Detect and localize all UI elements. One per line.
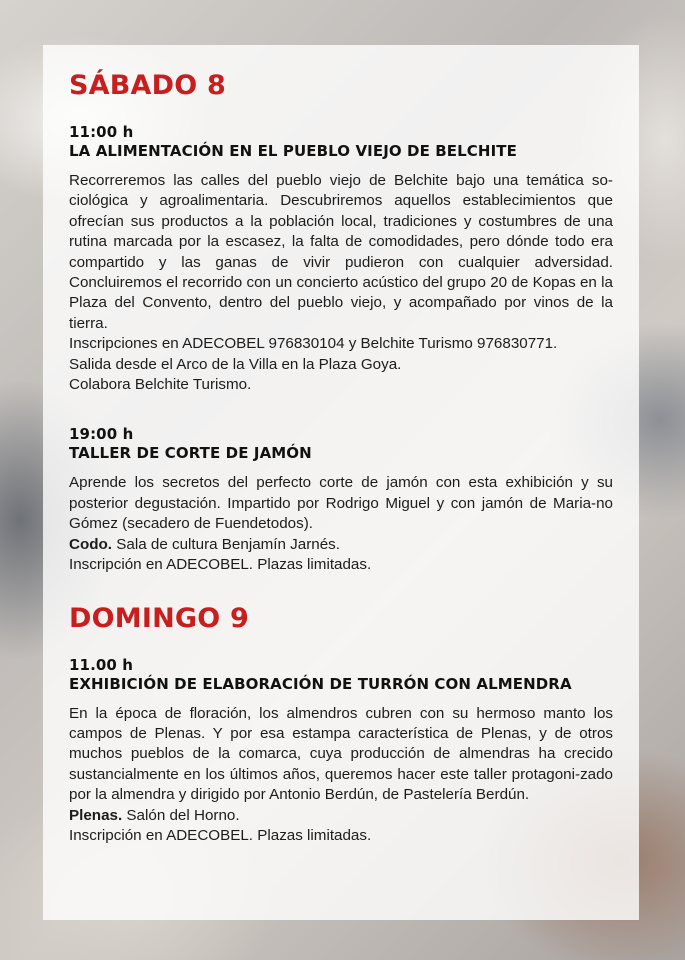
- event-turron: [69, 656, 613, 847]
- venue-detail: Salón del Horno.: [126, 806, 240, 824]
- event-venue: [69, 535, 613, 555]
- program-panel: [43, 45, 639, 920]
- event-title: LA ALIMENTACIÓN EN EL PUEBLO VIEJO DE BELCHITE: [69, 142, 517, 160]
- day-heading-sabado: SÁBADO 8: [69, 70, 226, 101]
- day-heading-domingo: DOMINGO 9: [69, 602, 249, 634]
- event-inscription: Inscripción en ADECOBEL. Plazas limitadas.: [69, 826, 372, 844]
- event-time: 11:00 h: [69, 123, 134, 141]
- venue-town: Plenas.: [69, 806, 123, 824]
- venue-detail: Sala de cultura Benjamín Jarnés.: [116, 535, 340, 553]
- event-alimentacion: [69, 123, 613, 395]
- event-collaboration: Colabora Belchite Turismo.: [69, 376, 252, 394]
- event-title: TALLER DE CORTE DE JAMÓN: [69, 444, 312, 463]
- event-venue: [69, 806, 613, 826]
- event-departure: Salida desde el Arco de la Villa en la Plaza Goya.: [69, 355, 402, 373]
- program-content: [69, 71, 613, 876]
- event-description: En la época de floración, los almendros cubren con su hermoso manto los campos de Plenas. Y por esa estampa característica de Plenas, y de otros muchos pueblos de la comarca, cuya producción de almendras ha crecido sustancialmente en los últimos años, queremos hacer este taller protagoni-zado por la almendra y dirigido por Antonio Berdún, de Pastelería Berdún.: [69, 704, 613, 804]
- event-time: 11.00 h: [69, 655, 134, 674]
- event-description: Aprende los secretos del perfecto corte de jamón con esta exhibición y su posterior degustación. Impartido por Rodrigo Miguel y con jamón de Maria-no Gómez (secadero de Fuendetodos).: [69, 474, 613, 533]
- event-time: 19:00 h: [69, 425, 134, 444]
- event-title: EXHIBICIÓN DE ELABORACIÓN DE TURRÓN CON ALMENDRA: [69, 674, 572, 693]
- event-description: Recorreremos las calles del pueblo viejo de Belchite bajo una temática so-ciológica y agroalimentaria. Descubriremos aquellos establecimientos que ofrecían sus productos a la población local, tradiciones y costumbres de una rutina marcada por la escasez, la falta de comodidades, pero dónde todo era compartido y las ganas de vivir pudieron con cualquier adversidad. Concluiremos el recorrido con un concierto acústico del grupo 20 de Kopas en la Plaza del Convento, dentro del pueblo viejo, y acompañado por vinos de la tierra.: [69, 172, 613, 332]
- event-inscription: Inscripciones en ADECOBEL 976830104 y Belchite Turismo 976830771.: [69, 335, 558, 353]
- event-inscription: Inscripción en ADECOBEL. Plazas limitadas.: [69, 556, 372, 574]
- venue-town: Codo.: [69, 535, 113, 553]
- event-corte-jamon: [69, 425, 613, 575]
